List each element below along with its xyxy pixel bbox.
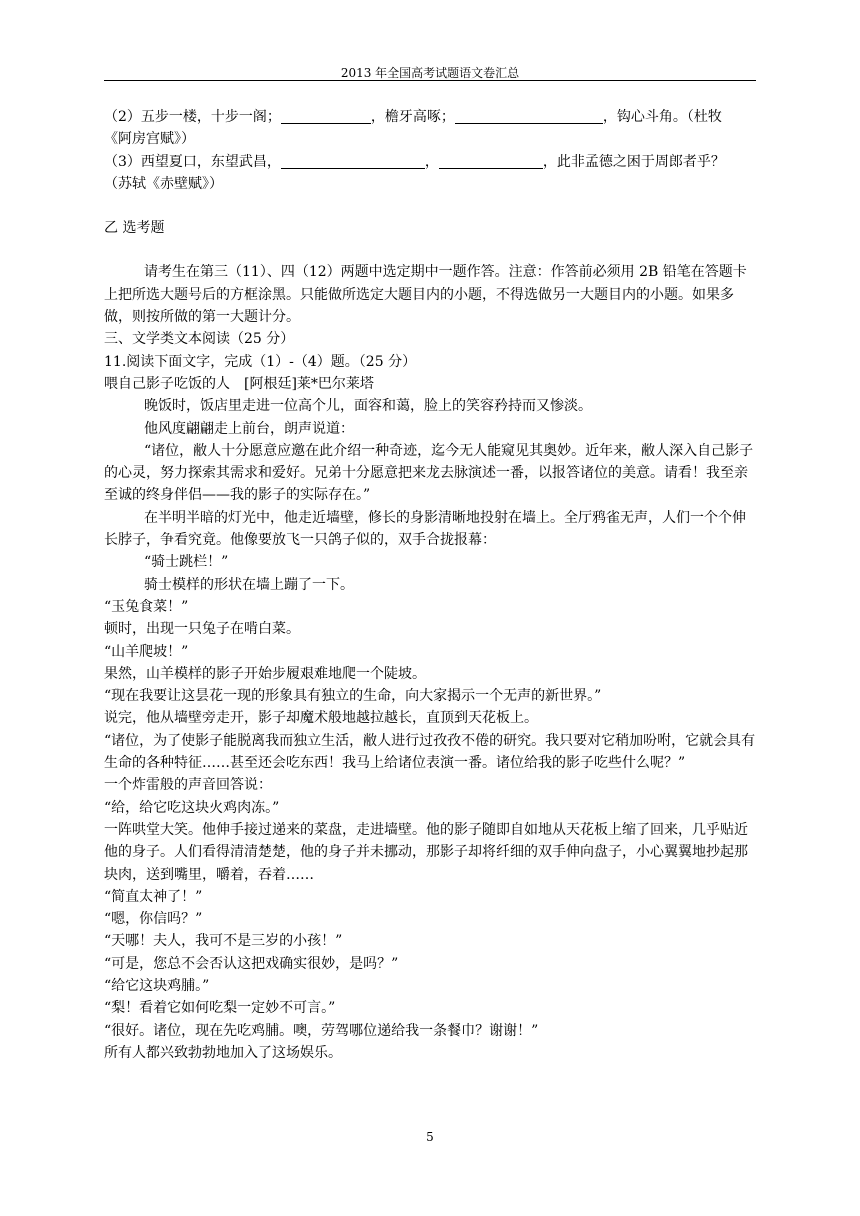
story-paragraph: “骑士跳栏！” bbox=[144, 554, 229, 571]
instructions-paragraph: 请考生在第三（11）、四（12）两题中选定期中一题作答。注意：作答前必须用 2B 铅笔在答题卡上把所选大题号后的方框涂黑。只能做所选定大题目内的小题，不得选做另一大题目内的小题。如果多做，则按所做的第一大题计分。 bbox=[104, 264, 747, 326]
story-paragraph: “很好。诸位，现在先吃鸡脯。噢，劳驾哪位递给我一条餐巾？谢谢！” bbox=[104, 1022, 539, 1039]
answer-blank[interactable] bbox=[455, 109, 603, 124]
page-number: 5 bbox=[426, 1130, 434, 1144]
story-paragraph: 一阵哄堂大笑。他伸手接过递来的菜盘，走进墙壁。他的影子随即自如地从天花板上缩了回来，几乎贴近他的身子。人们看得清清楚楚，他的身子并未挪动，那影子却将纤细的双手伸向盘子，小心翼翼地抄起那块肉，送到嘴里，嚼着，吞着…… bbox=[104, 821, 748, 883]
question-2 bbox=[104, 106, 756, 151]
story-paragraph: “现在我要让这昙花一现的形象具有独立的生命，向大家揭示一个无声的新世界。” bbox=[104, 688, 602, 705]
story-paragraph: “梨！看着它如何吃梨一定妙不可言。” bbox=[104, 1000, 336, 1017]
story-paragraph: “给，给它吃这块火鸡肉冻。” bbox=[104, 799, 280, 816]
section-heading: 乙 选考题 bbox=[104, 220, 165, 237]
story-paragraph: 骑士模样的形状在墙上蹦了一下。 bbox=[144, 576, 354, 593]
story-paragraph: 晚饭时，饭店里走进一位高个儿，面容和蔼，脸上的笑容矜持而又惨淡。 bbox=[144, 398, 592, 415]
q3-text-b: ， bbox=[424, 153, 439, 170]
story-paragraph: “可是，您总不会否认这把戏确实很妙，是吗？” bbox=[104, 955, 399, 972]
q3-text-d: （苏轼《赤壁赋》） bbox=[104, 175, 223, 192]
story-paragraph: “诸位，为了使影子能脱离我而独立生活，敝人进行过孜孜不倦的研究。我只要对它稍加吩咐，它就会具有生命的各种特征……甚至还会吃东西！我马上给诸位表演一番。诸位给我的影子吃些什么呢？” bbox=[104, 732, 756, 772]
story-paragraph: 果然，山羊模样的影子开始步履艰难地爬一个陡坡。 bbox=[104, 665, 426, 682]
q2-text-c: ，钩心斗角。（杜牧 bbox=[602, 109, 722, 125]
story-paragraph: “玉兔食菜！” bbox=[104, 598, 189, 615]
story-paragraph: 所有人都兴致勃勃地加入了这场娱乐。 bbox=[104, 1044, 342, 1061]
story-paragraph: 在半明半暗的灯光中，他走近墙壁，修长的身影清晰地投射在墙上。全厅鸦雀无声，人们一个个伸长脖子，争看究竟。他像要放飞一只鸽子似的，双手合拢报幕： bbox=[104, 509, 746, 549]
document-body bbox=[104, 106, 756, 1064]
story-paragraph: “嗯，你信吗？” bbox=[104, 911, 203, 928]
running-header: 2013 年全国高考试题语文卷汇总 bbox=[340, 66, 520, 80]
story-paragraph: 说完，他从墙壁旁走开，影子却魔术般地越拉越长，直顶到天花板上。 bbox=[104, 710, 538, 727]
question-11-prompt: 11.阅读下面文字，完成（1）-（4）题。（25 分） bbox=[104, 353, 417, 370]
q2-text-a: （2）五步一楼，十步一阁； bbox=[104, 109, 281, 125]
q3-text-c: ，此非孟德之困于周郎者乎？ bbox=[542, 153, 725, 170]
story-paragraph: 一个炸雷般的声音回答说： bbox=[104, 777, 272, 794]
q2-text-b: ，檐牙高啄； bbox=[370, 109, 455, 125]
q2-text-d: 《阿房宫赋》） bbox=[104, 131, 195, 148]
answer-blank[interactable] bbox=[439, 154, 543, 169]
story-paragraph: “给它这块鸡脯。” bbox=[104, 977, 210, 994]
question-3 bbox=[104, 151, 756, 196]
story-paragraph: 顿时，出现一只兔子在啃白菜。 bbox=[104, 621, 300, 638]
story-paragraph: “天哪！夫人，我可不是三岁的小孩！” bbox=[104, 933, 343, 950]
answer-blank[interactable] bbox=[281, 154, 425, 169]
story-paragraph: “山羊爬坡！” bbox=[104, 643, 189, 660]
story-title: 喂自己影子吃饭的人 [阿根廷]莱*巴尔莱塔 bbox=[104, 375, 374, 392]
story-paragraph: 他风度翩翩走上前台，朗声说道： bbox=[144, 420, 354, 437]
part-heading: 三、文学类文本阅读（25 分） bbox=[104, 331, 295, 348]
q3-text-a: （3）西望夏口，东望武昌， bbox=[104, 153, 281, 170]
story-paragraph: “诸位，敝人十分愿意应邀在此介绍一种奇迹，迄今无人能窥见其奥妙。近年来，敝人深入自己影子的心灵，努力探索其需求和爱好。兄弟十分愿意把来龙去脉演述一番，以报答诸位的美意。请看！我至亲至诚的终身伴侣——我的影子的实际存在。” bbox=[104, 442, 754, 504]
header-rule bbox=[104, 80, 756, 81]
answer-blank[interactable] bbox=[281, 109, 371, 124]
story-paragraph: “简直太神了！” bbox=[104, 888, 203, 905]
